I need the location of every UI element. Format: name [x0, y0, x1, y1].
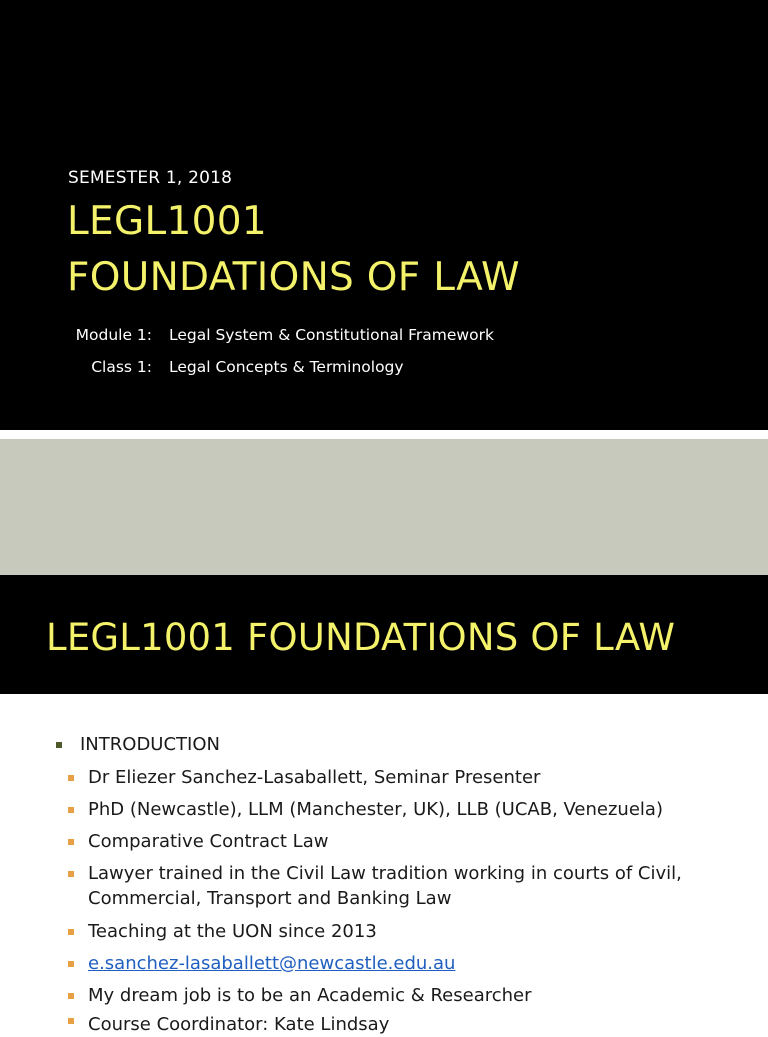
list-item: Course Coordinator: Kate Lindsay: [88, 1014, 390, 1035]
class-label: Class 1:: [91, 358, 152, 376]
square-bullet-icon: [68, 993, 74, 999]
list-item: Teaching at the UON since 2013: [88, 921, 377, 942]
list-item: Lawyer trained in the Civil Law tradition working in courts of Civil, Commercial, Transport and Banking Law: [88, 863, 682, 909]
email-link-text[interactable]: e.sanchez-lasaballett@newcastle.edu.au: [88, 953, 456, 974]
title-slide: [0, 0, 768, 430]
list-item: Dr Eliezer Sanchez-Lasaballett, Seminar Presenter: [88, 767, 541, 788]
course-code-title: LEGL1001: [67, 199, 267, 244]
email-link[interactable]: [88, 951, 708, 976]
intro-heading: INTRODUCTION: [80, 734, 220, 755]
square-bullet-icon: [68, 929, 74, 935]
square-bullet-icon: [68, 1018, 74, 1024]
module-label: Module 1:: [75, 326, 152, 344]
square-bullet-icon: [56, 742, 62, 748]
square-bullet-icon: [68, 961, 74, 967]
list-item: PhD (Newcastle), LLM (Manchester, UK), LLB (UCAB, Venezuela): [88, 799, 663, 820]
course-name-title: FOUNDATIONS OF LAW: [67, 255, 520, 300]
module-value: Legal System & Constitutional Framework: [169, 326, 494, 344]
square-bullet-icon: [68, 839, 74, 845]
slide-divider: [0, 432, 768, 434]
slide2-header: [0, 575, 768, 694]
class-value: Legal Concepts & Terminology: [169, 358, 404, 376]
slide-gap-band: [0, 437, 768, 577]
slide2-title: LEGL1001 FOUNDATIONS OF LAW: [46, 616, 676, 659]
list-item: My dream job is to be an Academic & Researcher: [88, 985, 532, 1006]
semester-label: SEMESTER 1, 2018: [68, 168, 233, 188]
list-item: Comparative Contract Law: [88, 831, 329, 852]
slide2-divider: [0, 696, 768, 698]
square-bullet-icon: [68, 871, 74, 877]
square-bullet-icon: [68, 807, 74, 813]
square-bullet-icon: [68, 775, 74, 781]
